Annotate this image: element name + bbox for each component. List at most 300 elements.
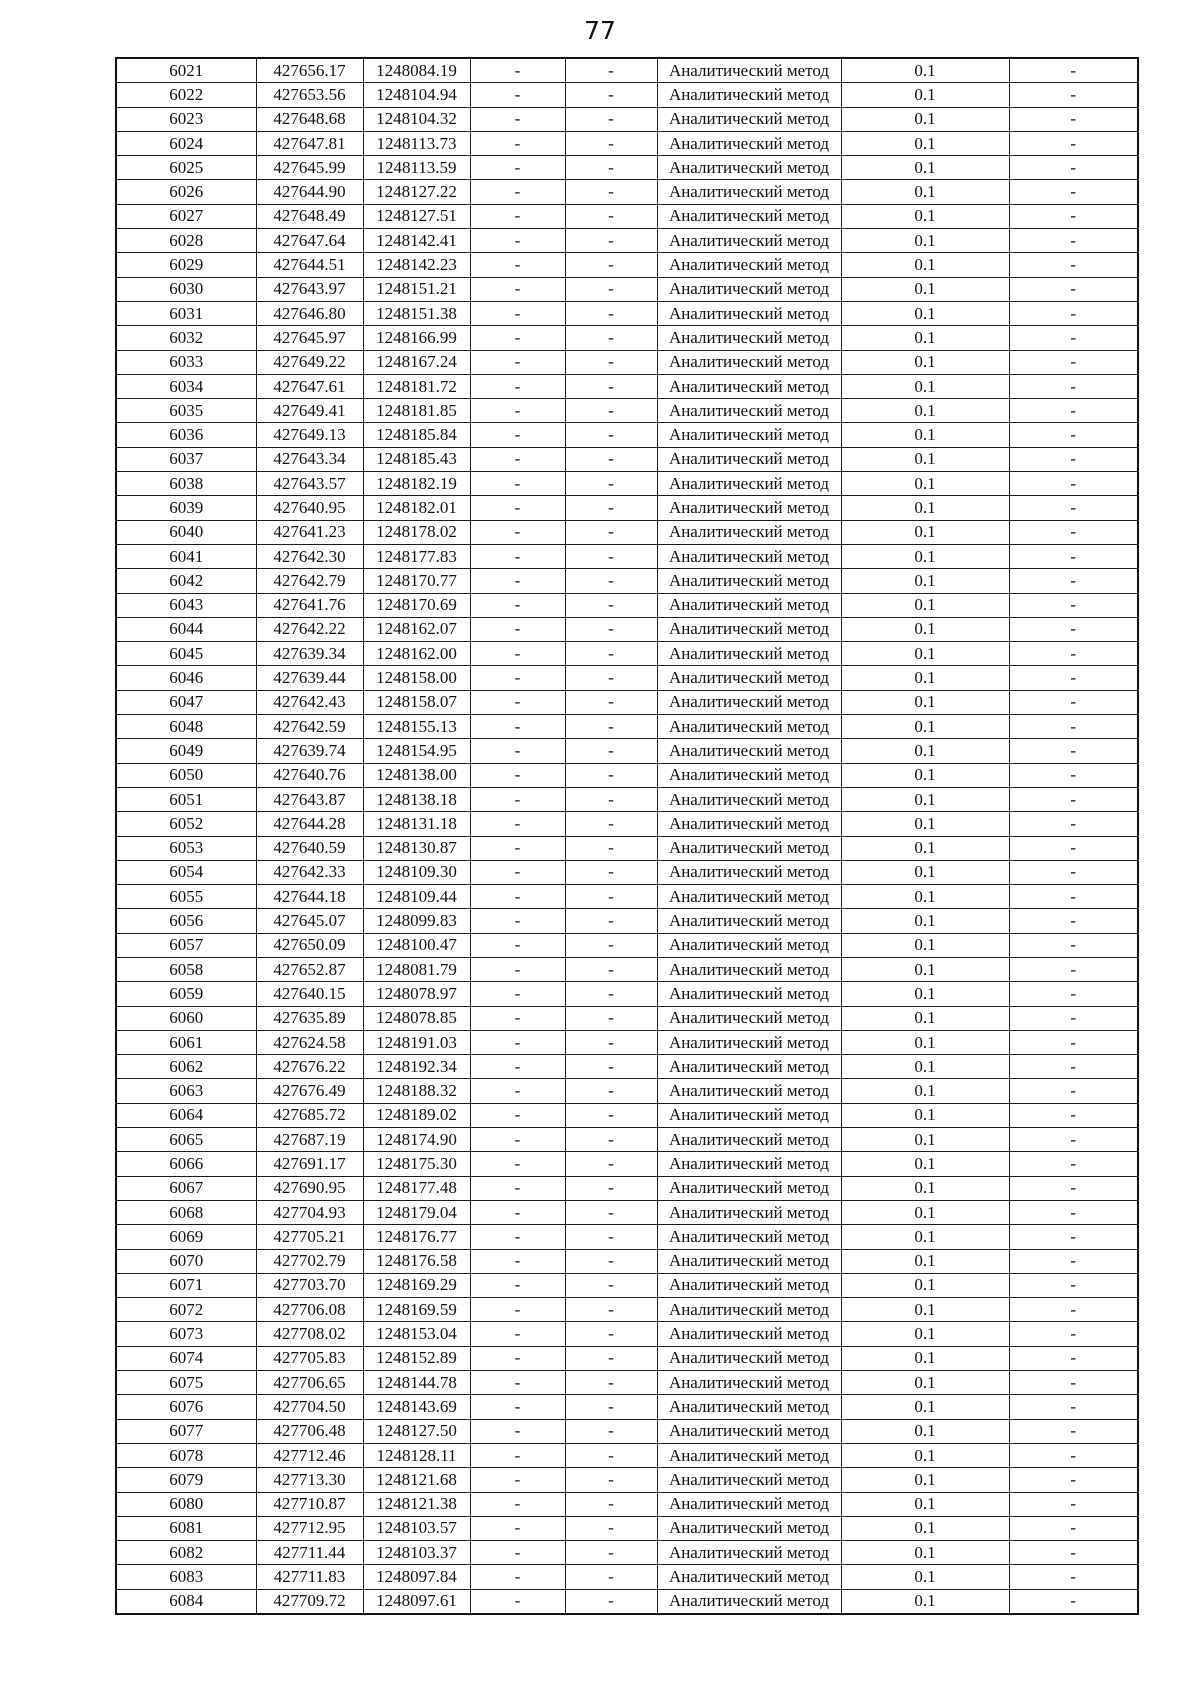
accuracy-cell: 0.1 [841, 1468, 1009, 1492]
y-coordinate-cell: 1248103.57 [363, 1516, 470, 1540]
y-coordinate-cell: 1248176.58 [363, 1249, 470, 1273]
dash-cell: - [1009, 277, 1138, 301]
point-number-cell: 6034 [116, 374, 256, 398]
method-cell: Аналитический метод [657, 909, 841, 933]
accuracy-cell: 0.1 [841, 1492, 1009, 1516]
y-coordinate-cell: 1248169.59 [363, 1298, 470, 1322]
table-row [116, 1565, 1138, 1589]
accuracy-cell: 0.1 [841, 860, 1009, 884]
table-row [116, 642, 1138, 666]
accuracy-cell: 0.1 [841, 1103, 1009, 1127]
table-body [116, 58, 1138, 1614]
dash-cell: - [470, 326, 565, 350]
dash-cell: - [470, 860, 565, 884]
accuracy-cell: 0.1 [841, 1152, 1009, 1176]
method-cell: Аналитический метод [657, 423, 841, 447]
x-coordinate-cell: 427641.76 [256, 593, 363, 617]
method-cell: Аналитический метод [657, 569, 841, 593]
dash-cell: - [1009, 496, 1138, 520]
accuracy-cell: 0.1 [841, 569, 1009, 593]
dash-cell: - [470, 1030, 565, 1054]
dash-cell: - [565, 763, 657, 787]
dash-cell: - [565, 1249, 657, 1273]
accuracy-cell: 0.1 [841, 83, 1009, 107]
table-row [116, 1419, 1138, 1443]
dash-cell: - [1009, 1468, 1138, 1492]
table-row [116, 1395, 1138, 1419]
dash-cell: - [565, 1541, 657, 1565]
method-cell: Аналитический метод [657, 131, 841, 155]
y-coordinate-cell: 1248154.95 [363, 739, 470, 763]
y-coordinate-cell: 1248142.23 [363, 253, 470, 277]
dash-cell: - [565, 1273, 657, 1297]
dash-cell: - [470, 1346, 565, 1370]
x-coordinate-cell: 427649.41 [256, 399, 363, 423]
method-cell: Аналитический метод [657, 812, 841, 836]
dash-cell: - [565, 1176, 657, 1200]
dash-cell: - [565, 885, 657, 909]
x-coordinate-cell: 427643.87 [256, 787, 363, 811]
point-number-cell: 6041 [116, 544, 256, 568]
method-cell: Аналитический метод [657, 1419, 841, 1443]
dash-cell: - [565, 1443, 657, 1467]
table-row [116, 472, 1138, 496]
dash-cell: - [565, 787, 657, 811]
table-row [116, 1298, 1138, 1322]
point-number-cell: 6078 [116, 1443, 256, 1467]
dash-cell: - [565, 1371, 657, 1395]
dash-cell: - [565, 1128, 657, 1152]
dash-cell: - [1009, 617, 1138, 641]
accuracy-cell: 0.1 [841, 763, 1009, 787]
dash-cell: - [470, 1516, 565, 1540]
dash-cell: - [470, 180, 565, 204]
accuracy-cell: 0.1 [841, 715, 1009, 739]
point-number-cell: 6066 [116, 1152, 256, 1176]
dash-cell: - [565, 1589, 657, 1614]
point-number-cell: 6080 [116, 1492, 256, 1516]
x-coordinate-cell: 427642.79 [256, 569, 363, 593]
dash-cell: - [1009, 909, 1138, 933]
y-coordinate-cell: 1248192.34 [363, 1055, 470, 1079]
y-coordinate-cell: 1248113.73 [363, 131, 470, 155]
y-coordinate-cell: 1248174.90 [363, 1128, 470, 1152]
dash-cell: - [1009, 131, 1138, 155]
x-coordinate-cell: 427644.90 [256, 180, 363, 204]
table-row [116, 496, 1138, 520]
dash-cell: - [565, 642, 657, 666]
dash-cell: - [565, 472, 657, 496]
x-coordinate-cell: 427676.49 [256, 1079, 363, 1103]
x-coordinate-cell: 427644.51 [256, 253, 363, 277]
x-coordinate-cell: 427703.70 [256, 1273, 363, 1297]
dash-cell: - [1009, 350, 1138, 374]
table-row [116, 1443, 1138, 1467]
point-number-cell: 6072 [116, 1298, 256, 1322]
method-cell: Аналитический метод [657, 933, 841, 957]
accuracy-cell: 0.1 [841, 885, 1009, 909]
accuracy-cell: 0.1 [841, 326, 1009, 350]
point-number-cell: 6042 [116, 569, 256, 593]
y-coordinate-cell: 1248179.04 [363, 1200, 470, 1224]
dash-cell: - [565, 1565, 657, 1589]
dash-cell: - [565, 399, 657, 423]
accuracy-cell: 0.1 [841, 593, 1009, 617]
dash-cell: - [565, 544, 657, 568]
dash-cell: - [1009, 642, 1138, 666]
dash-cell: - [1009, 1371, 1138, 1395]
table-row [116, 229, 1138, 253]
dash-cell: - [1009, 156, 1138, 180]
accuracy-cell: 0.1 [841, 1589, 1009, 1614]
dash-cell: - [565, 1079, 657, 1103]
method-cell: Аналитический метод [657, 763, 841, 787]
table-row [116, 204, 1138, 228]
x-coordinate-cell: 427712.95 [256, 1516, 363, 1540]
y-coordinate-cell: 1248138.18 [363, 787, 470, 811]
table-row [116, 1176, 1138, 1200]
accuracy-cell: 0.1 [841, 472, 1009, 496]
method-cell: Аналитический метод [657, 1371, 841, 1395]
table-row [116, 812, 1138, 836]
y-coordinate-cell: 1248121.68 [363, 1468, 470, 1492]
dash-cell: - [470, 787, 565, 811]
dash-cell: - [565, 1346, 657, 1370]
point-number-cell: 6083 [116, 1565, 256, 1589]
dash-cell: - [565, 156, 657, 180]
dash-cell: - [1009, 1492, 1138, 1516]
method-cell: Аналитический метод [657, 374, 841, 398]
method-cell: Аналитический метод [657, 715, 841, 739]
accuracy-cell: 0.1 [841, 1541, 1009, 1565]
dash-cell: - [1009, 1055, 1138, 1079]
x-coordinate-cell: 427704.50 [256, 1395, 363, 1419]
dash-cell: - [565, 715, 657, 739]
dash-cell: - [470, 1443, 565, 1467]
x-coordinate-cell: 427643.57 [256, 472, 363, 496]
dash-cell: - [470, 1128, 565, 1152]
x-coordinate-cell: 427691.17 [256, 1152, 363, 1176]
accuracy-cell: 0.1 [841, 1128, 1009, 1152]
y-coordinate-cell: 1248191.03 [363, 1030, 470, 1054]
x-coordinate-cell: 427706.48 [256, 1419, 363, 1443]
dash-cell: - [565, 496, 657, 520]
method-cell: Аналитический метод [657, 1200, 841, 1224]
dash-cell: - [1009, 666, 1138, 690]
point-number-cell: 6082 [116, 1541, 256, 1565]
accuracy-cell: 0.1 [841, 520, 1009, 544]
point-number-cell: 6064 [116, 1103, 256, 1127]
table-row [116, 715, 1138, 739]
table-row [116, 253, 1138, 277]
method-cell: Аналитический метод [657, 593, 841, 617]
dash-cell: - [470, 957, 565, 981]
accuracy-cell: 0.1 [841, 909, 1009, 933]
point-number-cell: 6059 [116, 982, 256, 1006]
method-cell: Аналитический метод [657, 520, 841, 544]
x-coordinate-cell: 427639.44 [256, 666, 363, 690]
point-number-cell: 6070 [116, 1249, 256, 1273]
table-row [116, 107, 1138, 131]
dash-cell: - [470, 301, 565, 325]
table-row [116, 277, 1138, 301]
dash-cell: - [1009, 107, 1138, 131]
accuracy-cell: 0.1 [841, 1322, 1009, 1346]
table-row [116, 569, 1138, 593]
dash-cell: - [565, 1468, 657, 1492]
accuracy-cell: 0.1 [841, 204, 1009, 228]
table-row [116, 1079, 1138, 1103]
accuracy-cell: 0.1 [841, 739, 1009, 763]
table-row [116, 544, 1138, 568]
x-coordinate-cell: 427704.93 [256, 1200, 363, 1224]
dash-cell: - [470, 1200, 565, 1224]
x-coordinate-cell: 427643.34 [256, 447, 363, 471]
dash-cell: - [565, 909, 657, 933]
dash-cell: - [565, 957, 657, 981]
dash-cell: - [1009, 180, 1138, 204]
dash-cell: - [565, 933, 657, 957]
method-cell: Аналитический метод [657, 1322, 841, 1346]
y-coordinate-cell: 1248185.43 [363, 447, 470, 471]
y-coordinate-cell: 1248084.19 [363, 58, 470, 83]
table-row [116, 1128, 1138, 1152]
point-number-cell: 6050 [116, 763, 256, 787]
dash-cell: - [1009, 1249, 1138, 1273]
dash-cell: - [1009, 836, 1138, 860]
accuracy-cell: 0.1 [841, 253, 1009, 277]
dash-cell: - [470, 1468, 565, 1492]
table-row [116, 326, 1138, 350]
point-number-cell: 6026 [116, 180, 256, 204]
y-coordinate-cell: 1248104.94 [363, 83, 470, 107]
dash-cell: - [1009, 1030, 1138, 1054]
point-number-cell: 6068 [116, 1200, 256, 1224]
accuracy-cell: 0.1 [841, 399, 1009, 423]
y-coordinate-cell: 1248144.78 [363, 1371, 470, 1395]
table-row [116, 1516, 1138, 1540]
accuracy-cell: 0.1 [841, 1079, 1009, 1103]
dash-cell: - [470, 1589, 565, 1614]
point-number-cell: 6063 [116, 1079, 256, 1103]
x-coordinate-cell: 427711.44 [256, 1541, 363, 1565]
y-coordinate-cell: 1248113.59 [363, 156, 470, 180]
x-coordinate-cell: 427705.21 [256, 1225, 363, 1249]
x-coordinate-cell: 427687.19 [256, 1128, 363, 1152]
y-coordinate-cell: 1248170.77 [363, 569, 470, 593]
dash-cell: - [1009, 690, 1138, 714]
method-cell: Аналитический метод [657, 1128, 841, 1152]
dash-cell: - [470, 1152, 565, 1176]
accuracy-cell: 0.1 [841, 1006, 1009, 1030]
dash-cell: - [565, 593, 657, 617]
accuracy-cell: 0.1 [841, 229, 1009, 253]
table-row [116, 1200, 1138, 1224]
method-cell: Аналитический метод [657, 277, 841, 301]
accuracy-cell: 0.1 [841, 447, 1009, 471]
y-coordinate-cell: 1248103.37 [363, 1541, 470, 1565]
point-number-cell: 6046 [116, 666, 256, 690]
x-coordinate-cell: 427640.59 [256, 836, 363, 860]
accuracy-cell: 0.1 [841, 180, 1009, 204]
dash-cell: - [1009, 399, 1138, 423]
dash-cell: - [565, 58, 657, 83]
y-coordinate-cell: 1248162.07 [363, 617, 470, 641]
point-number-cell: 6045 [116, 642, 256, 666]
table-row [116, 909, 1138, 933]
x-coordinate-cell: 427649.13 [256, 423, 363, 447]
y-coordinate-cell: 1248188.32 [363, 1079, 470, 1103]
accuracy-cell: 0.1 [841, 1516, 1009, 1540]
x-coordinate-cell: 427642.59 [256, 715, 363, 739]
accuracy-cell: 0.1 [841, 107, 1009, 131]
dash-cell: - [470, 1006, 565, 1030]
accuracy-cell: 0.1 [841, 933, 1009, 957]
dash-cell: - [565, 1030, 657, 1054]
method-cell: Аналитический метод [657, 1565, 841, 1589]
table-row [116, 1322, 1138, 1346]
dash-cell: - [1009, 83, 1138, 107]
dash-cell: - [565, 107, 657, 131]
dash-cell: - [1009, 374, 1138, 398]
dash-cell: - [1009, 763, 1138, 787]
dash-cell: - [565, 1152, 657, 1176]
dash-cell: - [470, 253, 565, 277]
point-number-cell: 6081 [116, 1516, 256, 1540]
table-row [116, 593, 1138, 617]
dash-cell: - [470, 1225, 565, 1249]
accuracy-cell: 0.1 [841, 58, 1009, 83]
dash-cell: - [565, 1298, 657, 1322]
dash-cell: - [565, 1055, 657, 1079]
dash-cell: - [470, 933, 565, 957]
y-coordinate-cell: 1248127.51 [363, 204, 470, 228]
dash-cell: - [1009, 860, 1138, 884]
dash-cell: - [1009, 1565, 1138, 1589]
dash-cell: - [1009, 229, 1138, 253]
dash-cell: - [470, 520, 565, 544]
dash-cell: - [470, 982, 565, 1006]
y-coordinate-cell: 1248127.50 [363, 1419, 470, 1443]
accuracy-cell: 0.1 [841, 787, 1009, 811]
point-number-cell: 6062 [116, 1055, 256, 1079]
dash-cell: - [565, 277, 657, 301]
point-number-cell: 6074 [116, 1346, 256, 1370]
table-row [116, 180, 1138, 204]
method-cell: Аналитический метод [657, 1249, 841, 1273]
dash-cell: - [470, 58, 565, 83]
method-cell: Аналитический метод [657, 617, 841, 641]
dash-cell: - [1009, 957, 1138, 981]
method-cell: Аналитический метод [657, 1006, 841, 1030]
dash-cell: - [470, 1273, 565, 1297]
method-cell: Аналитический метод [657, 1468, 841, 1492]
dash-cell: - [1009, 1322, 1138, 1346]
x-coordinate-cell: 427647.81 [256, 131, 363, 155]
dash-cell: - [470, 83, 565, 107]
point-number-cell: 6071 [116, 1273, 256, 1297]
table-row [116, 1273, 1138, 1297]
x-coordinate-cell: 427708.02 [256, 1322, 363, 1346]
method-cell: Аналитический метод [657, 642, 841, 666]
method-cell: Аналитический метод [657, 860, 841, 884]
table-row [116, 1006, 1138, 1030]
dash-cell: - [470, 1103, 565, 1127]
table-row [116, 423, 1138, 447]
point-number-cell: 6037 [116, 447, 256, 471]
accuracy-cell: 0.1 [841, 350, 1009, 374]
x-coordinate-cell: 427647.64 [256, 229, 363, 253]
dash-cell: - [470, 690, 565, 714]
table-row [116, 1468, 1138, 1492]
x-coordinate-cell: 427702.79 [256, 1249, 363, 1273]
table-row [116, 739, 1138, 763]
x-coordinate-cell: 427710.87 [256, 1492, 363, 1516]
point-number-cell: 6075 [116, 1371, 256, 1395]
accuracy-cell: 0.1 [841, 496, 1009, 520]
point-number-cell: 6055 [116, 885, 256, 909]
x-coordinate-cell: 427642.30 [256, 544, 363, 568]
table-row [116, 1249, 1138, 1273]
table-row [116, 301, 1138, 325]
dash-cell: - [470, 350, 565, 374]
y-coordinate-cell: 1248128.11 [363, 1443, 470, 1467]
accuracy-cell: 0.1 [841, 131, 1009, 155]
dash-cell: - [565, 1419, 657, 1443]
dash-cell: - [470, 885, 565, 909]
dash-cell: - [565, 520, 657, 544]
dash-cell: - [470, 909, 565, 933]
method-cell: Аналитический метод [657, 1492, 841, 1516]
dash-cell: - [470, 131, 565, 155]
accuracy-cell: 0.1 [841, 1371, 1009, 1395]
accuracy-cell: 0.1 [841, 642, 1009, 666]
point-number-cell: 6076 [116, 1395, 256, 1419]
dash-cell: - [1009, 1419, 1138, 1443]
point-number-cell: 6067 [116, 1176, 256, 1200]
method-cell: Аналитический метод [657, 836, 841, 860]
accuracy-cell: 0.1 [841, 1030, 1009, 1054]
dash-cell: - [1009, 1589, 1138, 1614]
dash-cell: - [1009, 301, 1138, 325]
dash-cell: - [1009, 1273, 1138, 1297]
x-coordinate-cell: 427653.56 [256, 83, 363, 107]
x-coordinate-cell: 427656.17 [256, 58, 363, 83]
y-coordinate-cell: 1248170.69 [363, 593, 470, 617]
table-row [116, 1371, 1138, 1395]
point-number-cell: 6077 [116, 1419, 256, 1443]
y-coordinate-cell: 1248158.07 [363, 690, 470, 714]
point-number-cell: 6029 [116, 253, 256, 277]
accuracy-cell: 0.1 [841, 690, 1009, 714]
dash-cell: - [1009, 1225, 1138, 1249]
dash-cell: - [470, 763, 565, 787]
table-row [116, 957, 1138, 981]
method-cell: Аналитический метод [657, 1516, 841, 1540]
dash-cell: - [1009, 544, 1138, 568]
accuracy-cell: 0.1 [841, 1225, 1009, 1249]
table-row [116, 1589, 1138, 1614]
y-coordinate-cell: 1248078.97 [363, 982, 470, 1006]
accuracy-cell: 0.1 [841, 277, 1009, 301]
dash-cell: - [565, 301, 657, 325]
dash-cell: - [470, 642, 565, 666]
dash-cell: - [1009, 1516, 1138, 1540]
y-coordinate-cell: 1248104.32 [363, 107, 470, 131]
coordinates-table [115, 57, 1139, 1615]
point-number-cell: 6033 [116, 350, 256, 374]
dash-cell: - [470, 1079, 565, 1103]
